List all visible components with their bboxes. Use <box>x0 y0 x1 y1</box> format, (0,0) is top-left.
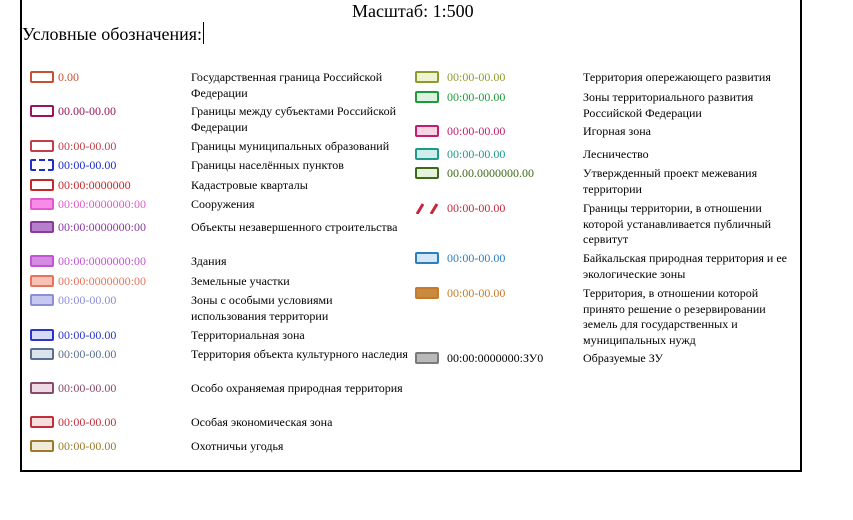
legend-code: 00:00-00.00 <box>447 124 506 138</box>
legend-description: Границы населённых пунктов <box>191 158 344 172</box>
legend-description: Кадастровые кварталы <box>191 178 308 192</box>
legend-description: Сооружения <box>191 197 255 211</box>
legend-code: 00:00-00.00 <box>58 415 117 429</box>
legend-symbol <box>415 287 439 299</box>
legend-code: 00:00:0000000:00 <box>58 197 147 211</box>
legend-symbol <box>30 255 54 267</box>
legend-symbol <box>30 348 54 360</box>
legend-description: Особо охраняемая природная территория <box>191 381 403 395</box>
legend-code: 00.00-00.00 <box>58 104 116 118</box>
legend-description: Зоны с особыми условиями использования территории <box>191 293 333 323</box>
legend-description: Объекты незавершенного строительства <box>191 220 398 234</box>
legend-code: 00:00-00.00 <box>58 439 117 453</box>
legend-code: 00:00:0000000 <box>58 178 131 192</box>
legend-code: 00:00-00.00 <box>58 328 117 342</box>
legend-code: 00:00:0000000:00 <box>58 274 147 288</box>
legend-code: 00:00-00.00 <box>58 381 117 395</box>
legend-description: Особая экономическая зона <box>191 415 333 429</box>
legend-title-wrap <box>22 22 204 45</box>
legend-symbol <box>415 148 439 160</box>
legend-description: Границы муниципальных образований <box>191 139 390 153</box>
legend-symbol <box>30 440 54 452</box>
legend-code: 00:00-00.00 <box>58 293 117 307</box>
legend-description: Территория объекта культурного наследия <box>191 347 408 361</box>
legend-description: Зоны территориального развития Российской Федерации <box>583 90 754 120</box>
legend-code: 00:00-00.00 <box>58 347 117 361</box>
legend-symbol <box>30 140 54 152</box>
legend-code: 00:00:0000000:ЗУ0 <box>447 351 544 365</box>
legend-symbol <box>415 252 439 264</box>
legend-code: 00:00-00.00 <box>58 139 117 153</box>
legend-symbol <box>30 382 54 394</box>
legend-description: Земельные участки <box>191 274 290 288</box>
legend-code: 0.00 <box>58 70 79 84</box>
legend-symbol <box>30 105 54 117</box>
legend-description: Утвержденный проект межевания территории <box>583 166 758 196</box>
legend-code: 00.00.0000000.00 <box>447 166 534 180</box>
legend-symbol <box>30 71 54 83</box>
legend-symbol <box>415 71 439 83</box>
legend-code: 00:00:0000000:00 <box>58 220 147 234</box>
legend-symbol <box>30 159 54 171</box>
legend-symbol <box>30 294 54 306</box>
legend-description: Территориальная зона <box>191 328 305 342</box>
legend-description: Границы территории, в отношении которой устанавливается публичный сервитут <box>583 201 772 246</box>
scale-label: Масштаб: 1:500 <box>352 1 474 21</box>
legend-symbol <box>415 167 439 179</box>
legend-description: Границы между субъектами Российской Федерации <box>191 104 397 134</box>
legend-description: Здания <box>191 254 227 268</box>
legend-symbol <box>415 91 439 103</box>
legend-symbol <box>30 329 54 341</box>
legend-code: 00:00-00.00 <box>447 251 506 265</box>
legend-description: Образуемые ЗУ <box>583 351 663 365</box>
legend-code: 00:00-00.00 <box>447 90 506 104</box>
legend-description: Государственная граница Российской Федерации <box>191 70 383 100</box>
legend-title: Условные обозначения: <box>22 24 203 44</box>
legend-code: 00:00:0000000:00 <box>58 254 147 268</box>
legend-symbol <box>415 202 439 214</box>
legend-symbol <box>30 179 54 191</box>
legend-code: 00:00-00.00 <box>447 286 506 300</box>
legend-description: Игорная зона <box>583 124 651 138</box>
legend-code: 00:00-00.00 <box>58 158 117 172</box>
legend-code: 00:00-00.00 <box>447 201 506 215</box>
legend-description: Территория, в отношении которой принято решение о резервировании земель для государственных и муниципальных нужд <box>583 286 766 347</box>
legend-symbol <box>30 275 54 287</box>
legend-code: 00:00-00.00 <box>447 70 506 84</box>
legend-description: Лесничество <box>583 147 649 161</box>
legend-description: Территория опережающего развития <box>583 70 771 84</box>
legend-description: Байкальская природная территория и ее экологические зоны <box>583 251 787 281</box>
legend-symbol <box>30 198 54 210</box>
text-cursor <box>203 22 204 44</box>
legend-code: 00:00-00.00 <box>447 147 506 161</box>
legend-symbol <box>415 352 439 364</box>
legend-description: Охотничьи угодья <box>191 439 284 453</box>
legend-symbol <box>415 125 439 137</box>
legend-symbol <box>30 416 54 428</box>
legend-symbol <box>30 221 54 233</box>
